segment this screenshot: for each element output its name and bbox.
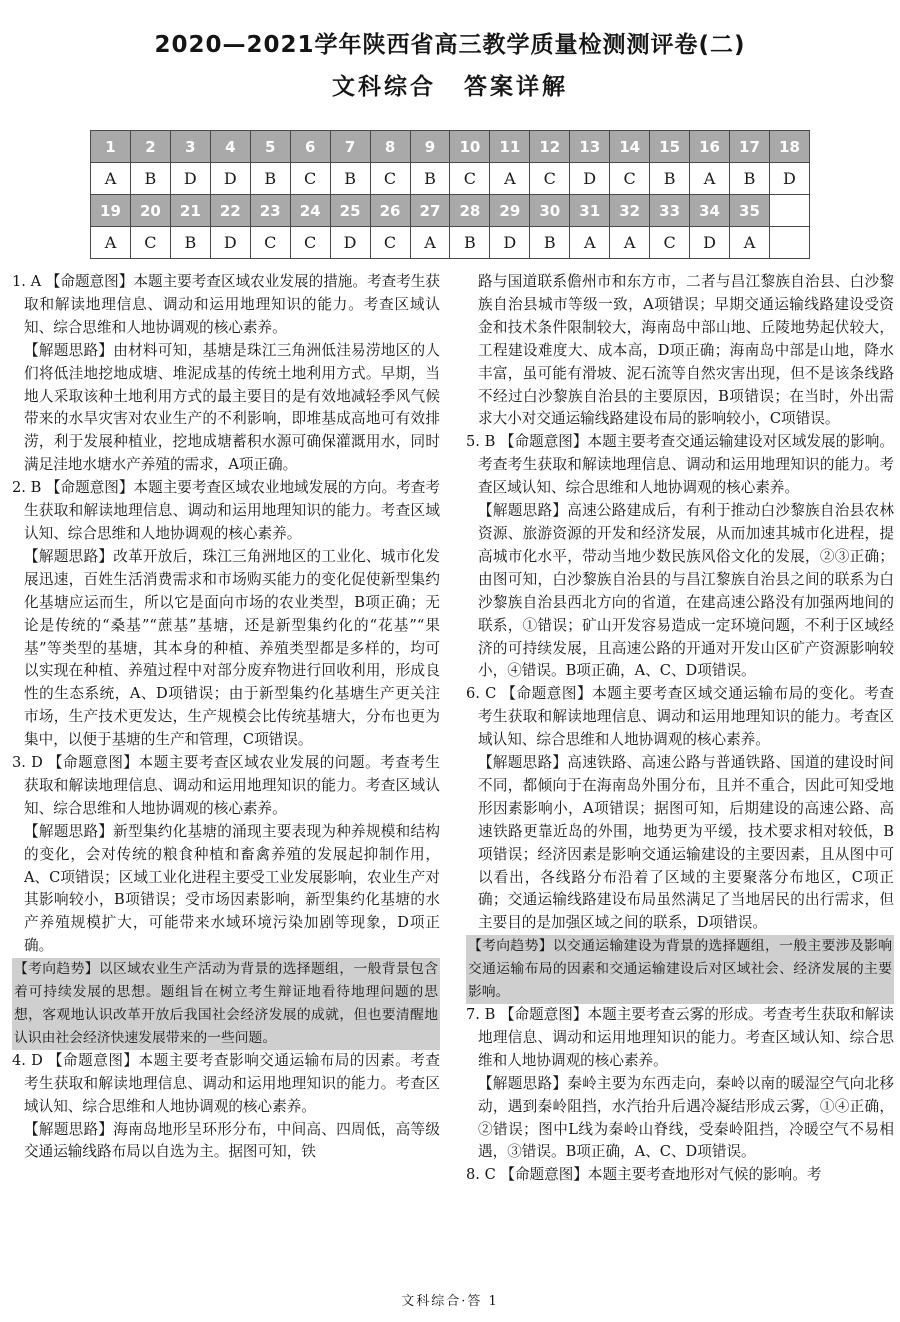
question-6-trend-box: 【考向趋势】以交通运输建设为背景的选择题组，一般主要涉及影响交通运输布局的因素和交通运输建设后对区域社会、经济发展的主要影响。: [466, 935, 894, 1004]
answer-cell: A: [490, 163, 530, 195]
question-number-cell: 13: [570, 131, 610, 163]
question-3-solution: 【解题思路】新型集约化基塘的涌现主要表现为种养规模和结构的变化，会对传统的粮食种植和畜禽养殖的发展起抑制作用，A、C项错误；区域工业化进程主要受工业发展影响，农业生产对其影响较小，B项错误；受市场因素影响，新型集约化基塘的水产养殖规模扩大，可能带来水域环境污染加剧等现象，D项正确。: [24, 822, 440, 955]
page-footer: 文科综合·答 1: [401, 1294, 499, 1309]
answer-cell: C: [650, 227, 690, 259]
question-5-solution: 【解题思路】高速公路建成后，有利于推动白沙黎族自治县农林资源、旅游资源的开发和经济发展，从而加速其城市化进程，提高城市化水平，带动当地少数民族风俗文化的发展，②③正确；由图可知，白沙黎族自治县的与昌江黎族自治县之间的联系为白沙黎族自治县西北方向的省道，在建高速公路没有加强两地间的联系，①错误；矿山开发容易造成一定环境问题，不利于区域经济的可持续发展，且高速公路的开通对开发山区矿产资源影响较小，④错误。B项正确，A、C、D项错误。: [478, 502, 894, 680]
question-6-intent: 6. C 【命题意图】本题主要考查区域交通运输布局的变化。考查考生获取和解读地理信息、调动和运用地理知识的能力。考查区域认知、综合思维和人地协调观的核心素养。: [466, 685, 894, 749]
question-4-intent: 4. D 【命题意图】本题主要考查影响交通运输布局的因素。考查考生获取和解读地理信息、调动和运用地理知识的能力。考查区域认知、综合思维和人地协调观的核心素养。: [12, 1051, 440, 1115]
question-number-cell: 20: [130, 195, 170, 227]
answer-cell: C: [530, 163, 570, 195]
question-2-intent: 2. B 【命题意图】本题主要考查区域农业地域发展的方向。考查考生获取和解读地理信息、调动和运用地理知识的能力。考查区域认知、综合思维和人地协调观的核心素养。: [12, 479, 440, 542]
question-7-intent: 7. B 【命题意图】本题主要考查云雾的形成。考查考生获取和解读地理信息、调动和运用地理知识的能力。考查区域认知、综合思维和人地协调观的核心素养。: [466, 1006, 894, 1069]
answer-cell: D: [490, 227, 530, 259]
question-number-cell: 12: [530, 131, 570, 163]
question-number-cell: 32: [610, 195, 650, 227]
question-number-cell: 29: [490, 195, 530, 227]
answer-cell: C: [290, 227, 330, 259]
question-number-cell: 5: [250, 131, 290, 163]
question-number-cell: 8: [370, 131, 410, 163]
answer-cell: B: [170, 227, 210, 259]
question-5-intent: 5. B 【命题意图】本题主要考查交通运输建设对区域发展的影响。考查考生获取和解读地理信息、调动和运用地理知识的能力。考查区域认知、综合思维和人地协调观的核心素养。: [466, 433, 894, 497]
page-title: 2020—2021学年陕西省高三教学质量检测测评卷(二): [154, 32, 746, 58]
question-number-cell: 16: [690, 131, 730, 163]
question-1-solution: 【解题思路】由材料可知，基塘是珠江三角洲低洼易涝地区的人们将低洼地挖地成塘、堆泥成基的传统土地利用方式。早期，当地人采取该种土地利用方式的最主要目的是有效地减轻季风气候带来的水旱灾害对农业生产的不利影响，即堆基成高地可有效排涝，利于发展种植业，挖地成塘蓄积水源可确保灌溉用水，同时满足洼地水塘水产养殖的需求，A项正确。: [24, 341, 440, 474]
subject-label: 文科综合: [332, 74, 436, 100]
answer-cell: B: [450, 227, 490, 259]
answer-cell: C: [130, 227, 170, 259]
answer-cell: B: [730, 163, 770, 195]
answer-cell: A: [410, 227, 450, 259]
answer-cell: D: [330, 227, 370, 259]
question-number-cell: 3: [170, 131, 210, 163]
question-number-cell: 15: [650, 131, 690, 163]
question-number-cell: 30: [530, 195, 570, 227]
question-number-cell: 11: [490, 131, 530, 163]
question-number-cell: 33: [650, 195, 690, 227]
answer-detail-label: 答案详解: [464, 74, 568, 100]
answer-cell: A: [91, 163, 131, 195]
question-number-cell: 17: [730, 131, 770, 163]
question-4-solution: 【解题思路】海南岛地形呈环形分布，中间高、四周低，高等级交通运输线路布局以自选为主。据图可知，铁: [24, 1120, 440, 1161]
question-number-cell: 18: [769, 131, 809, 163]
question-number-cell: 4: [210, 131, 250, 163]
question-8-intent: 8. C 【命题意图】本题主要考查地形对气候的影响。考: [466, 1166, 822, 1184]
answer-cell: D: [769, 163, 809, 195]
answer-cell: C: [370, 163, 410, 195]
question-number-cell: 14: [610, 131, 650, 163]
question-3-trend-box: 【考向趋势】以区域农业生产活动为背景的选择题组，一般背景包含着可持续发展的思想。题组旨在树立考生辩证地看待地理问题的思想，客观地认识改革开放后我国社会经济发展的成就，但也要清醒地认识由社会经济快速发展带来的一些问题。: [12, 958, 440, 1050]
question-number-cell: 2: [130, 131, 170, 163]
answer-cell: A: [610, 227, 650, 259]
answer-cell: A: [730, 227, 770, 259]
question-number-cell: 25: [330, 195, 370, 227]
question-number-cell: 6: [290, 131, 330, 163]
question-number-cell: 1: [91, 131, 131, 163]
answer-cell: B: [330, 163, 370, 195]
answer-cell: D: [570, 163, 610, 195]
answer-cell: B: [530, 227, 570, 259]
answer-cell: C: [290, 163, 330, 195]
question-number-row-2: [91, 195, 810, 227]
question-4-solution-continued: 路与国道联系儋州市和东方市，二者与昌江黎族自治县、白沙黎族自治县城市等级一致，A项错误；早期交通运输线路建设受资金和技术条件限制较大，海南岛中部山地、丘陵地势起伏较大，工程建设难度大、成本高，D项正确；海南岛中部是山地，降水丰富，虽可能有滑坡、泥石流等自然灾害出现，但不是该条线路不经过白沙黎族自治县的主要原因，B项错误；在当时，外出需求大小对交通运输线路建设布局的影响较小，C项错误。: [478, 273, 894, 428]
question-number-cell: 35: [730, 195, 770, 227]
question-number-cell: 31: [570, 195, 610, 227]
question-number-cell: 24: [290, 195, 330, 227]
answer-cell: D: [690, 227, 730, 259]
answer-row-2: [91, 227, 810, 259]
question-3-intent: 3. D 【命题意图】本题主要考查区域农业发展的问题。考查考生获取和解读地理信息、调动和运用地理知识的能力。考查区域认知、综合思维和人地协调观的核心素养。: [12, 754, 440, 817]
question-number-row-1: [91, 131, 810, 163]
answer-cell: B: [410, 163, 450, 195]
question-2-solution: 【解题思路】改革开放后，珠江三角洲地区的工业化、城市化发展迅速，百姓生活消费需求和市场购买能力的变化促使新型集约化基塘应运而生，所以它是面向市场的农业类型，B项正确；无论是传统的“桑基”“蔗基”基塘，还是新型集约化的“花基”“果基”等类型的基塘，其本身的种植、养殖类型都是多样的，均可以实现在种植、养殖过程中对部分废弃物进行回收利用，形成良性的生态系统，A、D项错误；由于新型集约化基塘生产更关注市场，生产技术更发达，生产规模会比传统基塘大，分布也更为集中，以便于基塘的生产和管理，C项错误。: [24, 547, 440, 749]
answer-cell: C: [450, 163, 490, 195]
answer-cell: D: [210, 163, 250, 195]
answer-cell: B: [650, 163, 690, 195]
question-number-cell: 22: [210, 195, 250, 227]
question-number-cell: 21: [170, 195, 210, 227]
question-number-cell: 7: [330, 131, 370, 163]
question-number-cell: 10: [450, 131, 490, 163]
answer-cell: B: [250, 163, 290, 195]
answer-cell: A: [690, 163, 730, 195]
question-number-cell: [769, 195, 809, 227]
question-number-cell: 26: [370, 195, 410, 227]
question-number-cell: 19: [91, 195, 131, 227]
question-number-cell: 23: [250, 195, 290, 227]
page-subtitle: [0, 72, 900, 102]
answer-cell: C: [370, 227, 410, 259]
answer-cell: B: [130, 163, 170, 195]
answer-cell: [769, 227, 809, 259]
answer-table: [90, 130, 810, 259]
answer-cell: C: [610, 163, 650, 195]
answer-cell: A: [570, 227, 610, 259]
question-number-cell: 34: [690, 195, 730, 227]
left-column: [12, 271, 440, 1164]
answer-row-1: [91, 163, 810, 195]
answer-cell: C: [250, 227, 290, 259]
question-1-intent: 1. A 【命题意图】本题主要考查区域农业发展的措施。考查考生获取和解读地理信息、调动和运用地理知识的能力。考查区域认知、综合思维和人地协调观的核心素养。: [12, 273, 440, 336]
right-column: [466, 271, 894, 1187]
question-number-cell: 28: [450, 195, 490, 227]
question-number-cell: 27: [410, 195, 450, 227]
question-6-solution: 【解题思路】高速铁路、高速公路与普通铁路、国道的建设时间不同，都倾向于在海南岛外围分布，且并不重合，因此可知受地形因素影响小，A项错误；据图可知，后期建设的高速公路、高速铁路更靠近岛的外围，地势更为平缓，技术要求相对较低，B项错误；经济因素是影响交通运输建设的主要因素，且从图中可以看出，各线路分布沿着了区域的主要聚落分布地区，C项正确；交通运输线路建设布局虽然满足了当地居民的出行需求，但主要目的是加强区域之间的联系，D项错误。: [478, 754, 894, 932]
question-number-cell: 9: [410, 131, 450, 163]
answer-cell: D: [210, 227, 250, 259]
question-7-solution: 【解题思路】秦岭主要为东西走向，秦岭以南的暖湿空气向北移动，遇到秦岭阻挡，水汽抬升后遇冷凝结形成云雾，①④正确，②错误；图中L线为秦岭山脊线，受秦岭阻挡，冷暖空气不易相遇，③错误。B项正确，A、C、D项错误。: [478, 1074, 894, 1161]
answer-cell: A: [91, 227, 131, 259]
answer-cell: D: [170, 163, 210, 195]
